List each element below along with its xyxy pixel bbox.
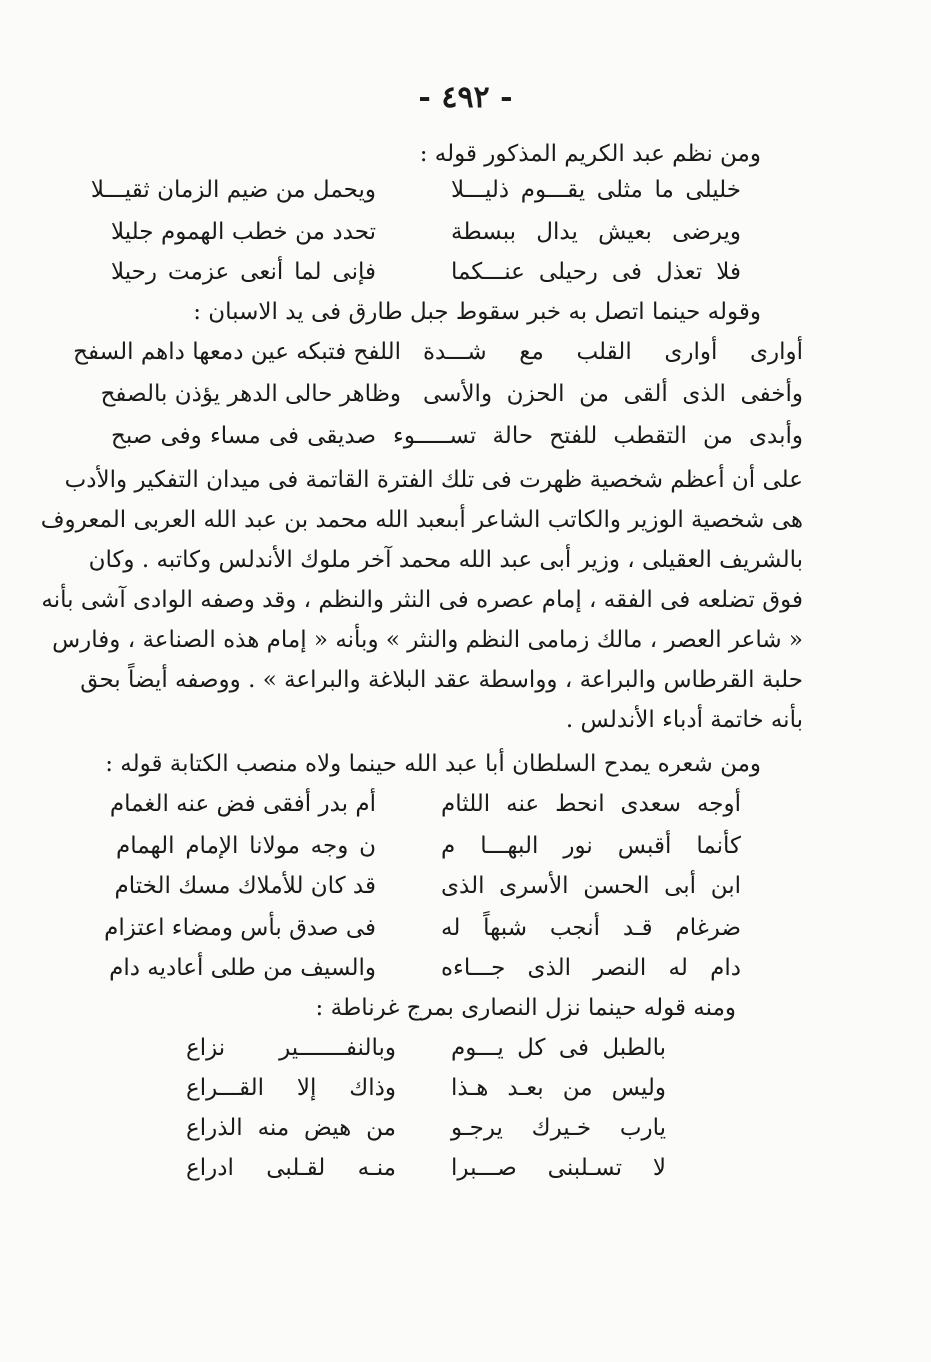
verse-first-hemistich: خليلى ما مثلى يقـــوم ذليـــلا bbox=[451, 177, 741, 203]
verse-row bbox=[0, 868, 931, 904]
verse-second-hemistich: ويحمل من ضيم الزمان ثقيـــلا bbox=[90, 177, 376, 203]
verse-second-hemistich: ن وجه مولانا الإمام الهمام bbox=[116, 833, 376, 859]
verse-second-hemistich: تحدد من خطب الهموم جليلا bbox=[111, 219, 376, 245]
verse-second-hemistich: وظاهر حالى الدهر يؤذن بالصفح bbox=[100, 381, 401, 407]
verse-first-hemistich: يارب خـيرك يرجـو bbox=[451, 1115, 666, 1141]
verse-first-hemistich: لا تسـلبنى صـــبرا bbox=[451, 1155, 666, 1181]
verse-second-hemistich: والسيف من طلى أعاديه دام bbox=[109, 955, 376, 981]
verse-first-hemistich: وليس من بعـد هـذا bbox=[451, 1075, 666, 1101]
intro-line-2: وقوله حينما اتصل به خبر سقوط جبل طارق فى يد الاسبان : bbox=[193, 299, 761, 325]
verse-row bbox=[0, 376, 931, 412]
verse-first-hemistich: وأخفى الذى ألقى من الحزن والأسى bbox=[423, 381, 803, 407]
verse-row bbox=[0, 828, 931, 864]
verse-row bbox=[0, 334, 931, 370]
page-number: - ٤٩٢ - bbox=[418, 80, 513, 115]
verse-first-hemistich: دام له النصر الذى جـــاءه bbox=[441, 955, 741, 981]
verse-row bbox=[0, 172, 931, 208]
paragraph-line: بالشريف العقيلى ، وزير أبى عبد الله محمد آخر ملوك الأندلس وكاتبه . وكان bbox=[88, 547, 803, 573]
intro-line-4: ومنه قوله حينما نزل النصارى بمرج غرناطة : bbox=[315, 995, 736, 1021]
verse-second-hemistich: وبالنفـــــــير نزاع bbox=[186, 1035, 396, 1061]
verse-first-hemistich: أوارى أوارى القلب مع شـــدة bbox=[423, 339, 803, 365]
verse-row bbox=[0, 910, 931, 946]
verse-row bbox=[0, 214, 931, 250]
intro-line-3: ومن شعره يمدح السلطان أبا عبد الله حينما ولاه منصب الكتابة قوله : bbox=[105, 751, 761, 777]
verse-second-hemistich: أم بدر أفقى فض عنه الغمام bbox=[109, 791, 376, 817]
paragraph-line: بأنه خاتمة أدباء الأندلس . bbox=[565, 707, 803, 733]
paragraph-line: على أن أعظم شخصية ظهرت فى تلك الفترة القاتمة فى ميدان التفكير والأدب bbox=[64, 467, 803, 493]
verse-second-hemistich: صديقى فى مساء وفى صبح bbox=[111, 423, 376, 449]
verse-first-hemistich: أوجه سعدى انحط عنه اللثام bbox=[441, 791, 741, 817]
verse-first-hemistich: وأبدى من التقطب للفتح حالة تســـــوء bbox=[393, 423, 803, 449]
verse-second-hemistich: منـه لقـلبى ادراع bbox=[186, 1155, 396, 1181]
verse-row bbox=[0, 1030, 931, 1066]
verse-first-hemistich: بالطبل فى كل يـــوم bbox=[451, 1035, 666, 1061]
paragraph-line: حلبة القرطاس والبراعة ، وواسطة عقد البلاغة والبراعة » . ووصفه أيضاً بحق bbox=[80, 667, 803, 693]
verse-second-hemistich: فى صدق بأس ومضاء اعتزام bbox=[104, 915, 376, 941]
verse-row bbox=[0, 1150, 931, 1186]
verse-row bbox=[0, 418, 931, 454]
paragraph-line: فوق تضلعه فى الفقه ، إمام عصره فى النثر والنظم ، وقد وصفه الوادى آشى بأنه bbox=[41, 587, 803, 613]
verse-second-hemistich: اللفح فتبكه عين دمعها داهم السفح bbox=[73, 339, 401, 365]
paragraph-line: هى شخصية الوزير والكاتب الشاعر أبىعبد الله محمد بن عبد الله العربى المعروف bbox=[40, 507, 803, 533]
verse-first-hemistich: فلا تعذل فى رحيلى عنـــكما bbox=[451, 259, 741, 285]
intro-line-1: ومن نظم عبد الكريم المذكور قوله : bbox=[419, 141, 761, 167]
verse-row bbox=[0, 254, 931, 290]
verse-first-hemistich: ويرضى بعيش يدال ببسطة bbox=[451, 219, 741, 245]
verse-row bbox=[0, 950, 931, 986]
verse-first-hemistich: ضرغام قـد أنجب شبهاً له bbox=[441, 915, 741, 941]
verse-second-hemistich: وذاك إلا القـــراع bbox=[186, 1075, 396, 1101]
verse-row bbox=[0, 786, 931, 822]
verse-second-hemistich: قد كان للأملاك مسك الختام bbox=[114, 873, 376, 899]
verse-second-hemistich: فإنى لما أنعى عزمت رحيلا bbox=[111, 259, 376, 285]
verse-first-hemistich: كأنما أقبس نور البهـــا م bbox=[441, 833, 741, 859]
verse-row bbox=[0, 1070, 931, 1106]
paragraph-line: « شاعر العصر ، مالك زمامى النظم والنثر » وبأنه « إمام هذه الصناعة ، وفارس bbox=[52, 627, 803, 653]
verse-second-hemistich: من هيض منه الذراع bbox=[186, 1115, 396, 1141]
verse-first-hemistich: ابن أبى الحسن الأسرى الذى bbox=[441, 873, 741, 899]
verse-row bbox=[0, 1110, 931, 1146]
